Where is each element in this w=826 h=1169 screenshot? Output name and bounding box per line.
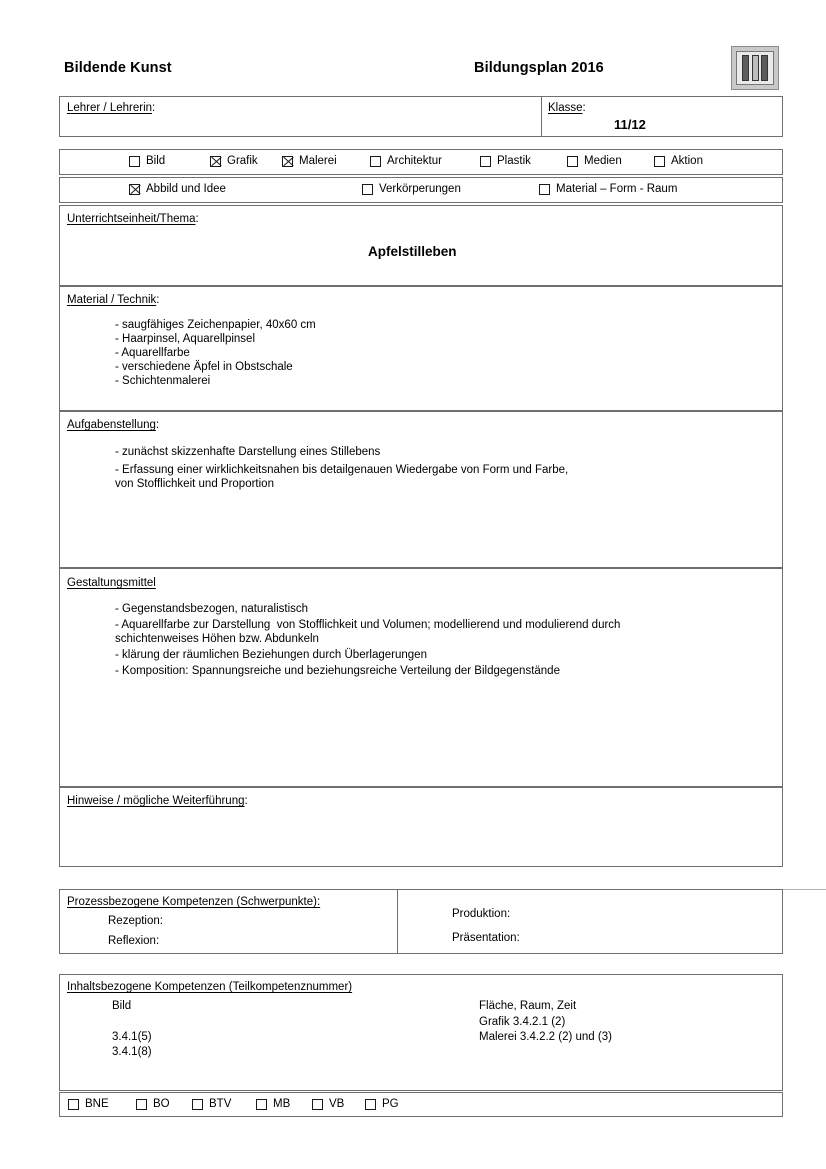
notes-section: [59, 787, 783, 867]
content-right-line-2[interactable]: Grafik 3.4.2.1 (2): [479, 1016, 566, 1028]
page-header: [59, 55, 783, 87]
teacher-class-divider: [541, 97, 542, 136]
material-label: Material / Technik:: [67, 294, 160, 306]
checkbox-label-vb: VB: [329, 1098, 345, 1110]
design-line-4[interactable]: - klärung der räumlichen Beziehungen durch Überlagerungen: [115, 649, 427, 661]
design-section: [59, 568, 783, 787]
checkbox-label-pg: PG: [382, 1098, 399, 1110]
checkbox-malerei[interactable]: [282, 155, 337, 167]
checkbox-box-grafik[interactable]: [210, 156, 221, 167]
checkbox-box-bne[interactable]: [68, 1099, 79, 1110]
checkbox-label-malerei: Malerei: [299, 155, 337, 167]
checkbox-label-verkoerperungen: Verkörperungen: [379, 183, 461, 195]
material-line-1[interactable]: - saugfähiges Zeichenpapier, 40x60 cm: [115, 319, 316, 331]
process-competencies-section: [59, 889, 783, 954]
checkbox-label-bne: BNE: [85, 1098, 109, 1110]
concept-checkbox-row: [59, 177, 783, 203]
checkbox-box-medien[interactable]: [567, 156, 578, 167]
checkbox-box-vb[interactable]: [312, 1099, 323, 1110]
task-line-2[interactable]: - Erfassung einer wirklichkeitsnahen bis detailgenauen Wiedergabe von Form und Farbe,: [115, 464, 569, 476]
checkbox-material-form-raum[interactable]: [539, 183, 677, 195]
checkbox-mb[interactable]: [256, 1098, 290, 1110]
checkbox-plastik[interactable]: [480, 155, 531, 167]
process-reflexion[interactable]: Reflexion:: [108, 935, 160, 947]
class-label: Klasse:: [548, 102, 586, 114]
checkbox-pg[interactable]: [365, 1098, 399, 1110]
checkbox-label-medien: Medien: [584, 155, 622, 167]
checkbox-label-architektur: Architektur: [387, 155, 442, 167]
checkbox-medien[interactable]: [567, 155, 622, 167]
material-line-3[interactable]: - Aquarellfarbe: [115, 347, 190, 359]
design-line-1[interactable]: - Gegenstandsbezogen, naturalistisch: [115, 603, 309, 615]
checkbox-label-bild: Bild: [146, 155, 166, 167]
design-line-3[interactable]: schichtenweises Höhen bzw. Abdunkeln: [115, 633, 319, 645]
teacher-label: Lehrer / Lehrerin:: [67, 102, 156, 114]
content-competencies-label: Inhaltsbezogene Kompetenzen (Teilkompetenznummer): [67, 981, 353, 993]
checkbox-abbild-und-idee[interactable]: [129, 183, 226, 195]
checkbox-label-bo: BO: [153, 1098, 170, 1110]
material-line-4[interactable]: - verschiedene Äpfel in Obstschale: [115, 361, 293, 373]
checkbox-label-grafik: Grafik: [227, 155, 258, 167]
checkbox-label-abbild-und-idee: Abbild und Idee: [146, 183, 226, 195]
teacher-class-row: [59, 96, 783, 137]
process-rezeption[interactable]: Rezeption:: [108, 915, 163, 927]
checkbox-box-architektur[interactable]: [370, 156, 381, 167]
checkbox-box-verkoerperungen[interactable]: [362, 184, 373, 195]
checkbox-box-pg[interactable]: [365, 1099, 376, 1110]
checkbox-bne[interactable]: [68, 1098, 109, 1110]
process-produktion[interactable]: Produktion:: [452, 908, 511, 920]
bildungsplan-logo-icon: [731, 46, 779, 90]
checkbox-box-btv[interactable]: [192, 1099, 203, 1110]
checkbox-bo[interactable]: [136, 1098, 170, 1110]
process-competencies-divider: [397, 890, 398, 953]
checkbox-vb[interactable]: [312, 1098, 344, 1110]
checkbox-architektur[interactable]: [370, 155, 442, 167]
task-line-1[interactable]: - zunächst skizzenhafte Darstellung eines Stillebens: [115, 446, 381, 458]
checkbox-label-btv: BTV: [209, 1098, 232, 1110]
theme-label: Unterrichtseinheit/Thema:: [67, 213, 199, 225]
design-line-5[interactable]: - Komposition: Spannungsreiche und beziehungsreiche Verteilung der Bildgegenstände: [115, 665, 560, 677]
content-right-line-3[interactable]: Malerei 3.4.2.2 (2) und (3): [479, 1031, 612, 1043]
checkbox-label-material-form-raum: Material – Form - Raum: [556, 183, 678, 195]
material-section: [59, 286, 783, 411]
theme-section: [59, 205, 783, 286]
checkbox-box-bild[interactable]: [129, 156, 140, 167]
checkbox-bild[interactable]: [129, 155, 165, 167]
process-competencies-label: Prozessbezogene Kompetenzen (Schwerpunkte):: [67, 896, 321, 908]
theme-title[interactable]: Apfelstilleben: [368, 244, 457, 259]
checkbox-box-bo[interactable]: [136, 1099, 147, 1110]
content-left-line-1[interactable]: Bild: [112, 1000, 132, 1012]
task-line-3[interactable]: von Stofflichkeit und Proportion: [115, 478, 274, 490]
material-line-2[interactable]: - Haarpinsel, Aquarellpinsel: [115, 333, 255, 345]
checkbox-btv[interactable]: [192, 1098, 231, 1110]
checkbox-box-malerei[interactable]: [282, 156, 293, 167]
subject-title: Bildende Kunst: [64, 60, 172, 76]
notes-label: Hinweise / mögliche Weiterführung:: [67, 795, 248, 807]
content-left-line-4[interactable]: 3.4.1(8): [112, 1046, 152, 1058]
domain-checkbox-row: [59, 149, 783, 175]
leitperspektiven-row: [59, 1092, 783, 1117]
task-section: [59, 411, 783, 568]
material-line-5[interactable]: - Schichtenmalerei: [115, 375, 211, 387]
checkbox-aktion[interactable]: [654, 155, 703, 167]
content-left-line-3[interactable]: 3.4.1(5): [112, 1031, 152, 1043]
process-praesentation[interactable]: Präsentation:: [452, 932, 520, 944]
edge-rule: [783, 889, 826, 890]
checkbox-label-mb: MB: [273, 1098, 291, 1110]
task-label: Aufgabenstellung:: [67, 419, 160, 431]
design-label: Gestaltungsmittel: [67, 577, 156, 589]
content-competencies-section: [59, 974, 783, 1091]
checkbox-label-aktion: Aktion: [671, 155, 703, 167]
checkbox-box-mb[interactable]: [256, 1099, 267, 1110]
checkbox-verkoerperungen[interactable]: [362, 183, 461, 195]
plan-title: Bildungsplan 2016: [474, 60, 604, 76]
checkbox-label-plastik: Plastik: [497, 155, 531, 167]
design-line-2[interactable]: - Aquarellfarbe zur Darstellung von Stofflichkeit und Volumen; modellierend und modulierend durch: [115, 619, 621, 631]
content-right-line-1[interactable]: Fläche, Raum, Zeit: [479, 1000, 577, 1012]
checkbox-box-aktion[interactable]: [654, 156, 665, 167]
checkbox-box-abbild-und-idee[interactable]: [129, 184, 140, 195]
checkbox-box-plastik[interactable]: [480, 156, 491, 167]
checkbox-box-material-form-raum[interactable]: [539, 184, 550, 195]
class-value[interactable]: 11/12: [614, 117, 646, 132]
checkbox-grafik[interactable]: [210, 155, 258, 167]
